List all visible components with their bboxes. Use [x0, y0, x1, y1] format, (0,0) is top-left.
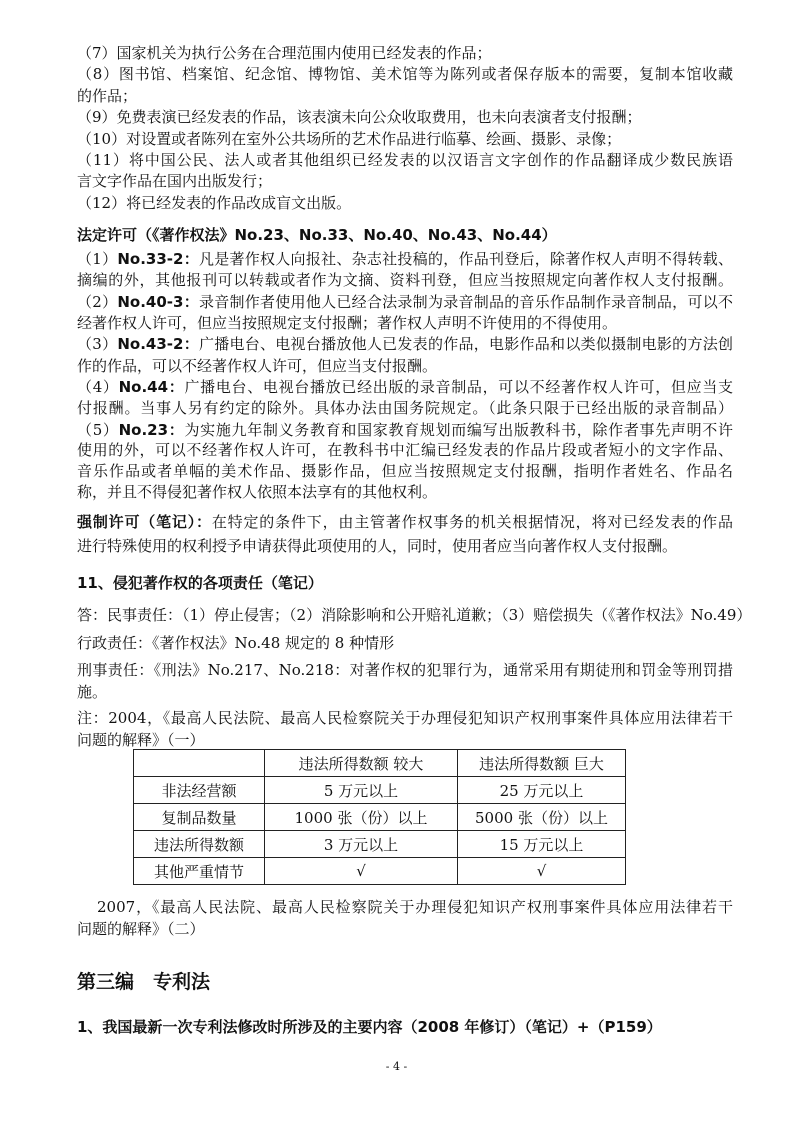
- article-label: No.43-2：: [117, 335, 199, 353]
- note-cont: 问题的解释》（一）: [77, 731, 205, 749]
- list-item: 的作品；: [77, 87, 138, 105]
- section-heading: 法定许可（《著作权法》No.23、No.33、No.40、No.43、No.44）: [77, 226, 557, 244]
- table-cell: 1000 张（份）以上: [265, 804, 458, 831]
- criminal-liability-cont: 施。: [77, 683, 108, 701]
- list-item: （7）国家机关为执行公务在合理范围内使用已经发表的作品；: [77, 44, 492, 62]
- item-number: （1）: [77, 250, 118, 268]
- list-item: [77, 291, 733, 313]
- article-label: No.33-2：: [117, 250, 199, 268]
- item-number: （5）: [77, 421, 119, 439]
- item-text: 付报酬。当事人另有约定的除外。具体办法由国务院规定。（此条只限于已经出版的录音制品）: [77, 399, 733, 417]
- list-item: [77, 248, 733, 270]
- table-cell: 其他严重情节: [134, 858, 265, 885]
- criminal-liability: 刑事责任：《刑法》No.217、No.218：对著作权的犯罪行为，通常采用有期徒刑和罚金等刑罚措: [77, 661, 733, 679]
- list-item: [77, 333, 733, 355]
- item-text: 广播电台、电视台播放已经出版的录音制品，可以不经著作权人许可，但应当支: [184, 378, 733, 396]
- table-cell: 非法经营额: [134, 777, 265, 804]
- civil-liability: 答：民事责任：（1）停止侵害；（2）消除影响和公开赔礼道歉；（3）赔偿损失（《著作权法》No.49）: [77, 606, 752, 624]
- article-label: No.23：: [118, 421, 185, 439]
- note-2: 2007，《最高人民法院、最高人民检察院关于办理侵犯知识产权刑事案件具体应用法律若干: [97, 898, 733, 916]
- item-number: （4）: [77, 378, 119, 396]
- list-item: [77, 376, 733, 398]
- article-label: No.40-3：: [117, 293, 199, 311]
- item-text: 音乐作品或者单幅的美术作品、摄影作品，但应当按照规定支付报酬，指明作者姓名、作品名: [77, 462, 733, 480]
- note: 注：2004，《最高人民法院、最高人民检察院关于办理侵犯知识产权刑事案件具体应用法律若干: [77, 709, 733, 727]
- table-header-row: [134, 750, 626, 777]
- list-item: （11）将中国公民、法人或者其他组织已经发表的以汉语言文字创作的作品翻译成少数民族语: [77, 151, 733, 169]
- section-heading: 11、侵犯著作权的各项责任（笔记）: [77, 574, 323, 592]
- article-label: No.44：: [118, 378, 185, 396]
- item-text: 经著作权人许可，但应当按照规定支付报酬；著作权人声明不许使用的不得使用。: [77, 314, 618, 332]
- note-2-cont: 问题的解释》（二）: [77, 920, 205, 938]
- item-text: 作的作品，可以不经著作权人许可，但应当支付报酬。: [77, 357, 438, 375]
- page-number: - 4 -: [385, 1060, 408, 1073]
- list-item: 言文字作品在国内出版发行；: [77, 172, 273, 190]
- administrative-liability: 行政责任：《著作权法》No.48 规定的 8 种情形: [77, 634, 395, 652]
- list-item: （10）对设置或者陈列在室外公共场所的艺术作品进行临摹、绘画、摄影、录像；: [77, 130, 622, 148]
- item-number: （2）: [77, 293, 118, 311]
- item-number: （3）: [77, 335, 118, 353]
- list-item: （8）图书馆、档案馆、纪念馆、博物馆、美术馆等为陈列或者保存版本的需要，复制本馆收藏: [77, 65, 733, 83]
- table-cell: 复制品数量: [134, 804, 265, 831]
- table-row: [134, 804, 626, 831]
- table-cell: √: [458, 858, 626, 885]
- threshold-table: [133, 749, 626, 885]
- table-header-cell: [134, 750, 265, 777]
- item-text: 称，并且不得侵犯著作权人依照本法享有的其他权利。: [77, 483, 438, 501]
- table-row: [134, 777, 626, 804]
- table-cell: 25 万元以上: [458, 777, 626, 804]
- paragraph: [77, 511, 733, 533]
- table-row: [134, 831, 626, 858]
- part-heading: 第三编 专利法: [77, 971, 211, 993]
- table-cell: √: [265, 858, 458, 885]
- list-item: [77, 419, 733, 441]
- table-header-cell: 违法所得数额 较大: [265, 750, 458, 777]
- item-text: 为实施九年制义务教育和国家教育规划而编写出版教科书，除作者事先声明不许: [184, 421, 733, 439]
- table-cell: 5000 张（份）以上: [458, 804, 626, 831]
- table-cell: 3 万元以上: [265, 831, 458, 858]
- term-label: 强制许可（笔记）：: [77, 513, 212, 531]
- paragraph-text: 在特定的条件下，由主管著作权事务的机关根据情况，将对已经发表的作品: [211, 513, 733, 531]
- table-cell: 违法所得数额: [134, 831, 265, 858]
- item-text: 凡是著作权人向报社、杂志社投稿的，作品刊登后，除著作权人声明不得转载、: [198, 250, 733, 268]
- item-text: 广播电台、电视台播放他人已发表的作品，电影作品和以类似摄制电影的方法创: [198, 335, 733, 353]
- list-item: （12）将已经发表的作品改成盲文出版。: [77, 194, 352, 212]
- table-row: [134, 858, 626, 885]
- list-item: （9）免费表演已经发表的作品，该表演未向公众收取费用，也未向表演者支付报酬；: [77, 108, 642, 126]
- table-header-cell: 违法所得数额 巨大: [458, 750, 626, 777]
- question-heading: 1、我国最新一次专利法修改时所涉及的主要内容（2008 年修订）（笔记）+（P159）: [77, 1018, 662, 1036]
- table-cell: 5 万元以上: [265, 777, 458, 804]
- paragraph-text: 进行特殊使用的权利授予申请获得此项使用的人，同时，使用者应当向著作权人支付报酬。: [77, 537, 678, 555]
- item-text: 录音制作者使用他人已经合法录制为录音制品的音乐作品制作录音制品，可以不: [198, 293, 733, 311]
- item-text: 摘编的外，其他报刊可以转载或者作为文摘、资料刊登，但应当按照规定向著作权人支付报酬。: [77, 271, 733, 289]
- item-text: 使用的外，可以不经著作权人许可，在教科书中汇编已经发表的作品片段或者短小的文字作品、: [77, 441, 733, 459]
- table-cell: 15 万元以上: [458, 831, 626, 858]
